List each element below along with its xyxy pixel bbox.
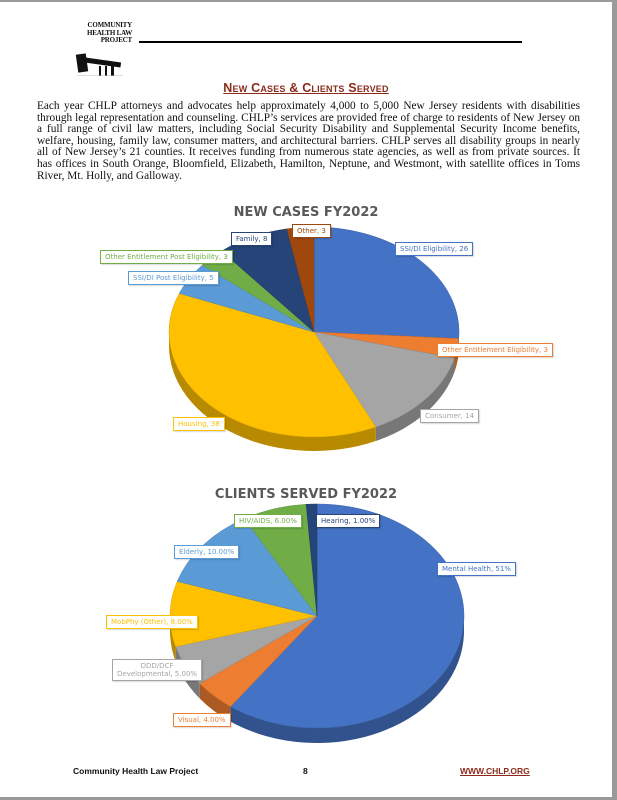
- footer-org-name: Community Health Law Project: [73, 766, 199, 776]
- footer-page-number: 8: [303, 766, 308, 776]
- logo-line: HEALTH LAW: [86, 28, 132, 37]
- data-label-mental-health: [437, 562, 516, 576]
- data-label-elderly: [174, 545, 239, 559]
- logo-line: COMMUNITY: [87, 21, 132, 29]
- data-label-hiv-aids: [234, 514, 302, 528]
- data-label-text: Mental Health, 51%: [442, 565, 511, 573]
- data-label-text: MobPhy (Other), 8.00%: [111, 618, 193, 626]
- chart-title-clients-served: CLIENTS SERVED FY2022: [214, 487, 398, 502]
- data-label-text: Housing, 38: [178, 420, 220, 428]
- data-label-text: Other Entitlement Eligibility, 3: [442, 346, 548, 354]
- data-label-text: SSI/DI Eligibility, 26: [400, 245, 469, 253]
- section-title: New Cases & Clients Served: [223, 81, 389, 95]
- data-label-text: Family, 8: [236, 235, 268, 243]
- data-label-text: Consumer, 14: [425, 412, 475, 420]
- data-label-ddd-dcf-developmental: [112, 659, 202, 681]
- data-label-hearing: [316, 514, 380, 528]
- data-label-mobphy-other-: [106, 615, 198, 629]
- data-label-text: DDD/DCF: [140, 662, 174, 670]
- data-label-text: Developmental, 5.00%: [117, 670, 198, 678]
- data-label-text: HIV/AIDS, 6.00%: [239, 517, 297, 525]
- data-label-text: Other, 3: [297, 227, 326, 235]
- chart-title-new-cases: NEW CASES FY2022: [233, 205, 379, 220]
- body-paragraph: Each year CHLP attorneys and advocates help approximately 4,000 to 5,000 New Jersey residents with disabilities through legal representation and counseling. CHLP’s services are provided free of charge to residents of New Jersey on a full range of civil law matters, including Social Security Disability and Supplemental Security Income benefits, welfare, housing, family law, consumer matters, and architectural barriers. CHLP serves all disability groups in nearly all of New Jersey’s 21 counties. It receives funding from numerous state agencies, as well as from private sources. It has offices in South Orange, Bloomfield, Elizabeth, Hamilton, Neptune, and Westmont, with satellite offices in Toms River, Mt. Holly, and Galloway.: [37, 100, 580, 182]
- data-label-text: Visual, 4.00%: [178, 716, 226, 724]
- data-label-visual: [173, 713, 231, 727]
- data-label-text: Hearing, 1.00%: [321, 517, 376, 525]
- data-label-text: Other Entitlement Post Eligibility, 3: [105, 253, 228, 261]
- document-page: [0, 2, 612, 797]
- data-label-text: Elderly, 10.00%: [179, 548, 235, 556]
- data-label-text: SSI/DI Post Eligibility, 5: [133, 274, 214, 282]
- footer-website-link[interactable]: WWW.CHLP.ORG: [460, 766, 530, 776]
- logo-line: PROJECT: [100, 36, 132, 44]
- pie-chart-clients-served: [0, 2, 612, 797]
